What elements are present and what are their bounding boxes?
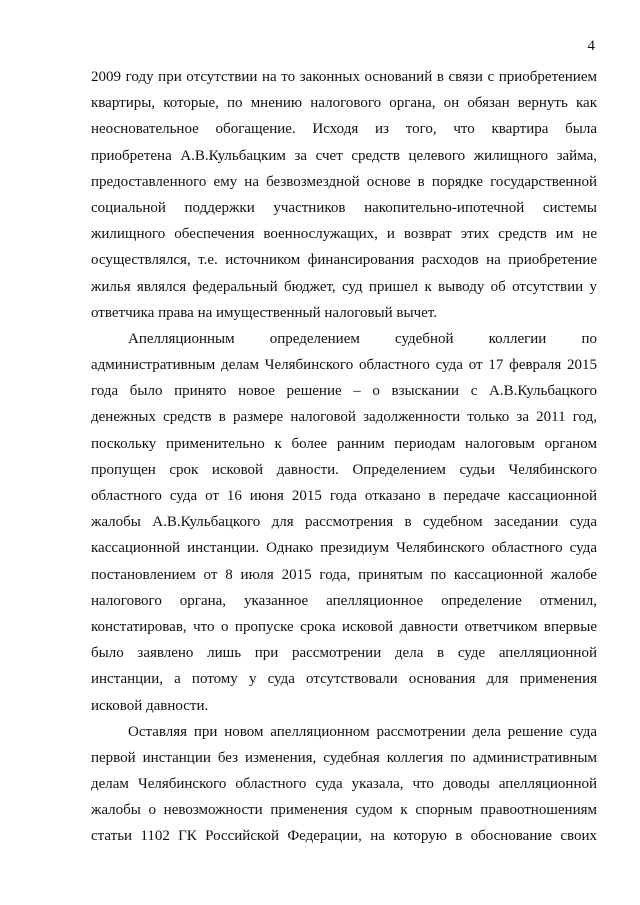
text-line: жалобы А.В.Кульбацкого для рассмотрения в судебном заседании суда bbox=[91, 514, 597, 531]
text-line: приобретена А.В.Кульбацким за счет средств целевого жилищного займа, bbox=[91, 147, 597, 164]
text-line: Оставляя при новом апелляционном рассмотрении дела решение суда bbox=[128, 723, 597, 740]
text-line: денежных средств в размере налоговой задолженности только за 2011 год, bbox=[91, 409, 597, 426]
text-line: жилищного обеспечения военнослужащих, и возврат этих средств им не bbox=[91, 226, 597, 243]
text-line: статьи 1102 ГК Российской Федерации, на которую в обоснование своих bbox=[91, 828, 597, 845]
page-number: 4 bbox=[587, 38, 595, 54]
text-line: года было принято новое решение – о взыскании с А.В.Кульбацкого bbox=[91, 383, 597, 400]
text-line: Апелляционным определением судебной коллегии по bbox=[128, 330, 597, 347]
paragraph bbox=[91, 64, 597, 326]
text-line: исковой давности. bbox=[91, 697, 209, 714]
text-line: инстанции, а потому у суда отсутствовали основания для применения bbox=[91, 671, 597, 688]
body-text bbox=[91, 64, 597, 850]
text-line: административным делам Челябинского областного суда от 17 февраля 2015 bbox=[91, 357, 597, 374]
text-line: неосновательное обогащение. Исходя из того, что квартира была bbox=[91, 121, 597, 138]
text-line: налогового органа, указанное апелляционное определение отменил, bbox=[91, 592, 597, 609]
text-line: констатировав, что о пропуске срока исковой давности ответчиком впервые bbox=[91, 618, 597, 635]
paragraph bbox=[91, 719, 597, 850]
text-line: предоставленного ему на безвозмездной основе в порядке государственной bbox=[91, 173, 597, 190]
text-line: осуществлялся, т.е. источником финансирования расходов на приобретение bbox=[91, 252, 597, 269]
text-line: первой инстанции без изменения, судебная коллегия по административным bbox=[91, 749, 597, 766]
text-line: постановлением от 8 июля 2015 года, принятым по кассационной жалобе bbox=[91, 566, 597, 583]
text-line: поскольку применительно к более ранним периодам налоговым органом bbox=[91, 435, 597, 452]
text-line: жалобы о невозможности применения судом к спорным правоотношениям bbox=[91, 802, 597, 819]
text-line: квартиры, которые, по мнению налогового органа, он обязан вернуть как bbox=[91, 95, 597, 112]
text-line: областного суда от 16 июня 2015 года отказано в передаче кассационной bbox=[91, 488, 597, 504]
text-line: кассационной инстанции. Однако президиум Челябинского областного суда bbox=[91, 540, 597, 557]
text-line: социальной поддержки участников накопительно-ипотечной системы bbox=[91, 199, 597, 216]
paragraph bbox=[91, 326, 597, 719]
text-line: было заявлено лишь при рассмотрении дела в суде апелляционной bbox=[91, 645, 597, 662]
text-line: делам Челябинского областного суда указала, что доводы апелляционной bbox=[91, 776, 597, 793]
text-line: 2009 году при отсутствии на то законных оснований в связи с приобретением bbox=[91, 69, 597, 85]
text-line: жилья являлся федеральный бюджет, суд пришел к выводу об отсутствии у bbox=[91, 278, 597, 295]
text-line: пропущен срок исковой давности. Определением судьи Челябинского bbox=[91, 461, 597, 478]
text-line: ответчика права на имущественный налоговый вычет. bbox=[91, 304, 437, 321]
